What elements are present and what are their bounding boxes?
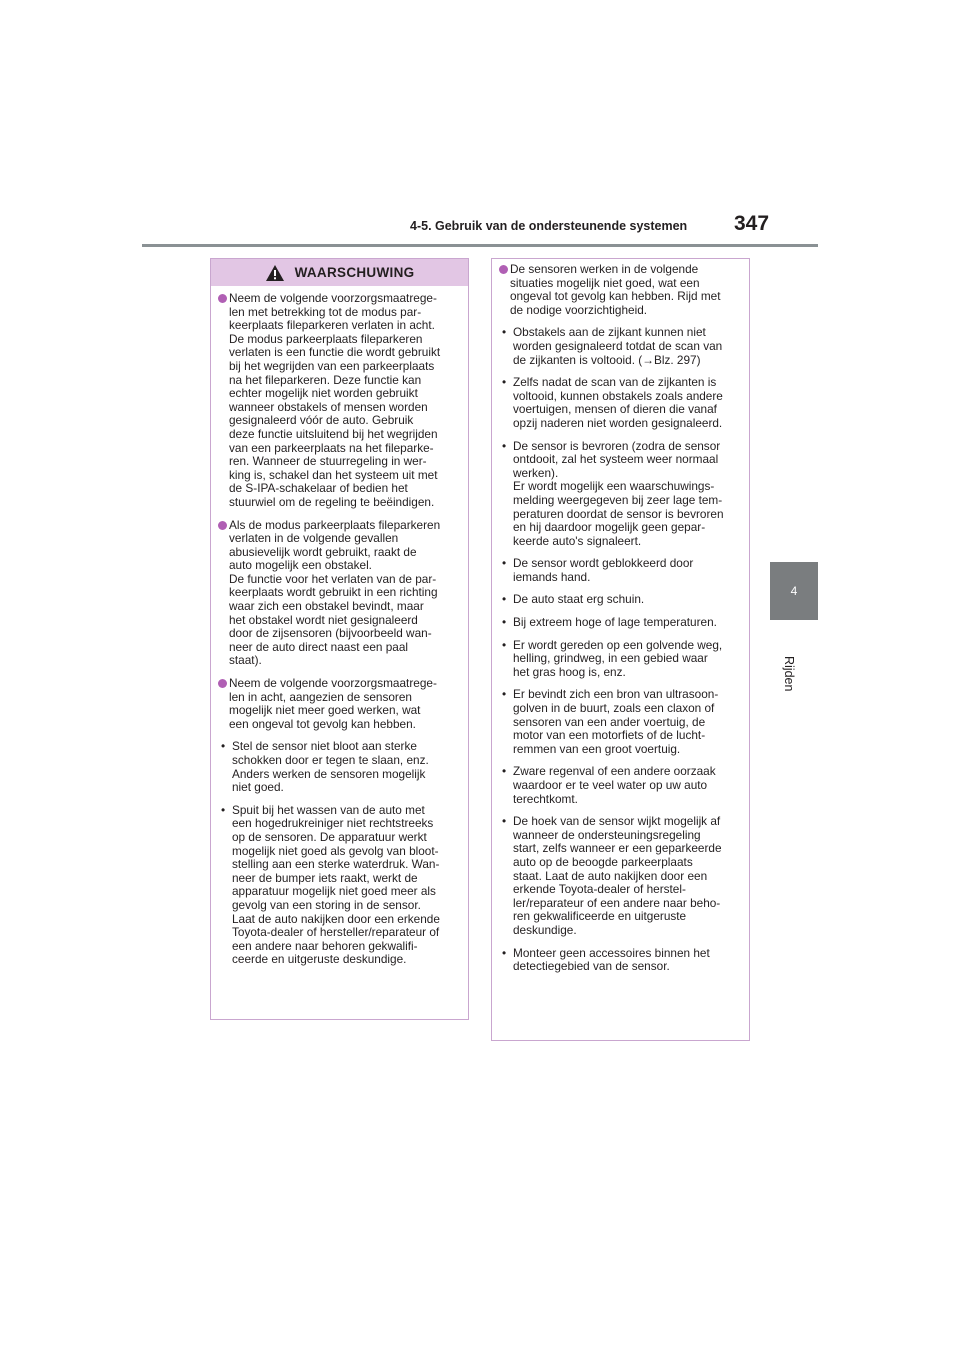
bullet-dot-icon — [499, 265, 508, 274]
list-item-text: De hoek van de sensor wijkt mogelijk af wanneer de ondersteuningsregeling start, zelfs wanneer er een geparkeerde auto op de beoogde parkeerplaats staat. Laat de auto nakijken door een erkende Toyota-dealer of herstel- ler/reparateur of een andere naar beho- ren gekwalificeerde en uitgeruste deskundige. — [513, 814, 722, 937]
caution-box — [491, 258, 750, 1041]
list-item — [499, 616, 741, 630]
list-item-text: Obstakels aan de zijkant kunnen niet worden gesignaleerd totdat de scan van de zijkanten is voltooid. (→Blz. 297) — [513, 325, 723, 367]
paragraph-text: Neem de volgende voorzorgsmaatrege- len met betrekking tot de modus par- keerplaats fileparkeren verlaten in acht. De modus parkeerplaats fileparkeren verlaten is een functie die wordt gebruikt bij het wegrijden van een parkeerplaats na het fileparkeren. Deze functie kan echter mogelijk niet worden gebruikt wanneer obstakels of mensen worden gesignaleerd vóór de auto. Gebruik deze functie uitsluitend bij het wegrijden van een parkeerplaats na het fileparke- ren. Wanneer de stuurregeling in wer- king is, schakel dan het systeem uit met de S-IPA-schakelaar of bedien het stuurwiel om de regeling te beëindigen. — [229, 291, 441, 509]
list-item-text: Stel de sensor niet bloot aan sterke schokken door er tegen te slaan, enz. Anders werken de sensoren mogelijk niet goed. — [232, 739, 429, 795]
list-item-text: Zelfs nadat de scan van de zijkanten is voltooid, kunnen obstakels zoals andere voertuigen, mensen of dieren die vanaf opzij naderen niet worden gesignaleerd. — [513, 375, 723, 430]
bullet-mark: • — [502, 438, 507, 453]
chapter-tab: 4 — [770, 562, 818, 620]
bullet-dot-icon — [218, 679, 227, 688]
bullet-mark: • — [502, 945, 507, 960]
list-item-text: Bij extreem hoge of lage temperaturen. — [513, 615, 717, 630]
section-title: 4-5. Gebruik van de ondersteunende systemen — [410, 219, 688, 233]
warning-triangle-icon — [265, 264, 285, 282]
list-item-text: Er wordt gereden op een golvende weg, helling, grindweg, in een gebied waar het gras hoog is, enz. — [513, 637, 723, 679]
warning-header — [211, 259, 468, 286]
page-number: 347 — [734, 212, 770, 235]
warning-paragraph — [218, 292, 460, 510]
list-item — [499, 815, 741, 937]
header-rule — [142, 244, 818, 247]
bullet-dot-icon — [218, 294, 227, 303]
warning-box — [210, 258, 469, 1020]
paragraph-text: Als de modus parkeerplaats fileparkeren verlaten in de volgende gevallen abusievelijk wordt gebruikt, raakt de auto mogelijk een obstakel. De functie voor het verlaten van de par- keerplaats wordt gebruikt in een richting waar zich een obstakel bevindt, maar het obstakel wordt niet gesignaleerd door de zijsensoren (bijvoorbeeld wan- neer de auto direct naast een paal staat). — [229, 517, 441, 668]
bullet-mark: • — [502, 592, 507, 607]
list-item — [499, 765, 741, 806]
bullet-mark: • — [502, 814, 507, 829]
list-item — [499, 557, 741, 584]
bullet-mark: • — [502, 637, 507, 652]
list-item — [218, 740, 460, 794]
list-item — [499, 593, 741, 607]
list-item — [499, 440, 741, 549]
list-item-text: Spuit bij het wassen van de auto met een hogedrukreiniger niet rechtstreeks op de sensoren. De apparatuur werkt mogelijk niet goed als gevolg van bloot- stelling aan een sterke waterdruk. Wan- neer de bumper iets raakt, werkt de apparatuur mogelijk niet goed meer als gevolg van een storing in de sensor. Laat de auto nakijken door een erkende Toyota-dealer of hersteller/reparateur of een andere naar behoren gekwalifi- ceerde en uitgeruste deskundige. — [232, 802, 440, 967]
bullet-mark: • — [502, 687, 507, 702]
bullet-mark: • — [502, 375, 507, 390]
bullet-mark: • — [221, 802, 226, 817]
warning-paragraph — [218, 519, 460, 669]
list-item-text: Er bevindt zich een bron van ultrasoon- golven in de buurt, zoals een claxon of sensoren van een ander voertuig, de motor van een motorfiets of de lucht- remmen van een groot voertuig. — [513, 687, 719, 756]
bullet-mark: • — [221, 739, 226, 754]
list-item-text: Monteer geen accessoires binnen het detectiegebied van de sensor. — [513, 945, 710, 974]
list-item — [499, 947, 741, 974]
list-item-text: De sensor is bevroren (zodra de sensor ontdooit, zal het systeem weer normaal werken). Er wordt mogelijk een waarschuwings- melding weergegeven bij zeer lage tem- peraturen doordat de sensor is bevroren en hij daardoor mogelijk geen gepar- keerde auto's signaleert. — [513, 438, 724, 548]
list-item — [499, 639, 741, 680]
warning-paragraph — [218, 677, 460, 731]
bullet-dot-icon — [218, 521, 227, 530]
list-item-text: Zware regenval of een andere oorzaak waardoor er te veel water op uw auto terechtkomt. — [513, 764, 716, 806]
paragraph-text: Neem de volgende voorzorgsmaatrege- len in acht, aangezien de sensoren mogelijk niet meer goed werken, wat een ongeval tot gevolg kan hebben. — [229, 676, 437, 731]
chapter-label: Rijden — [782, 656, 796, 692]
bullet-mark: • — [502, 556, 507, 571]
warning-title: WAARSCHUWING — [294, 265, 415, 280]
list-item — [499, 326, 741, 367]
list-item — [499, 376, 741, 430]
paragraph-text: De sensoren werken in de volgende situaties mogelijk niet goed, wat een ongeval tot gevolg kan hebben. Rijd met de nodige voorzichtigheid. — [510, 262, 721, 317]
bullet-mark: • — [502, 615, 507, 630]
bullet-mark: • — [502, 764, 507, 779]
bullet-mark: • — [502, 325, 507, 340]
list-item-text: De sensor wordt geblokkeerd door iemands hand. — [513, 556, 694, 584]
list-item — [218, 804, 460, 967]
caution-paragraph — [499, 263, 741, 317]
list-item — [499, 688, 741, 756]
list-item-text: De auto staat erg schuin. — [513, 592, 645, 607]
